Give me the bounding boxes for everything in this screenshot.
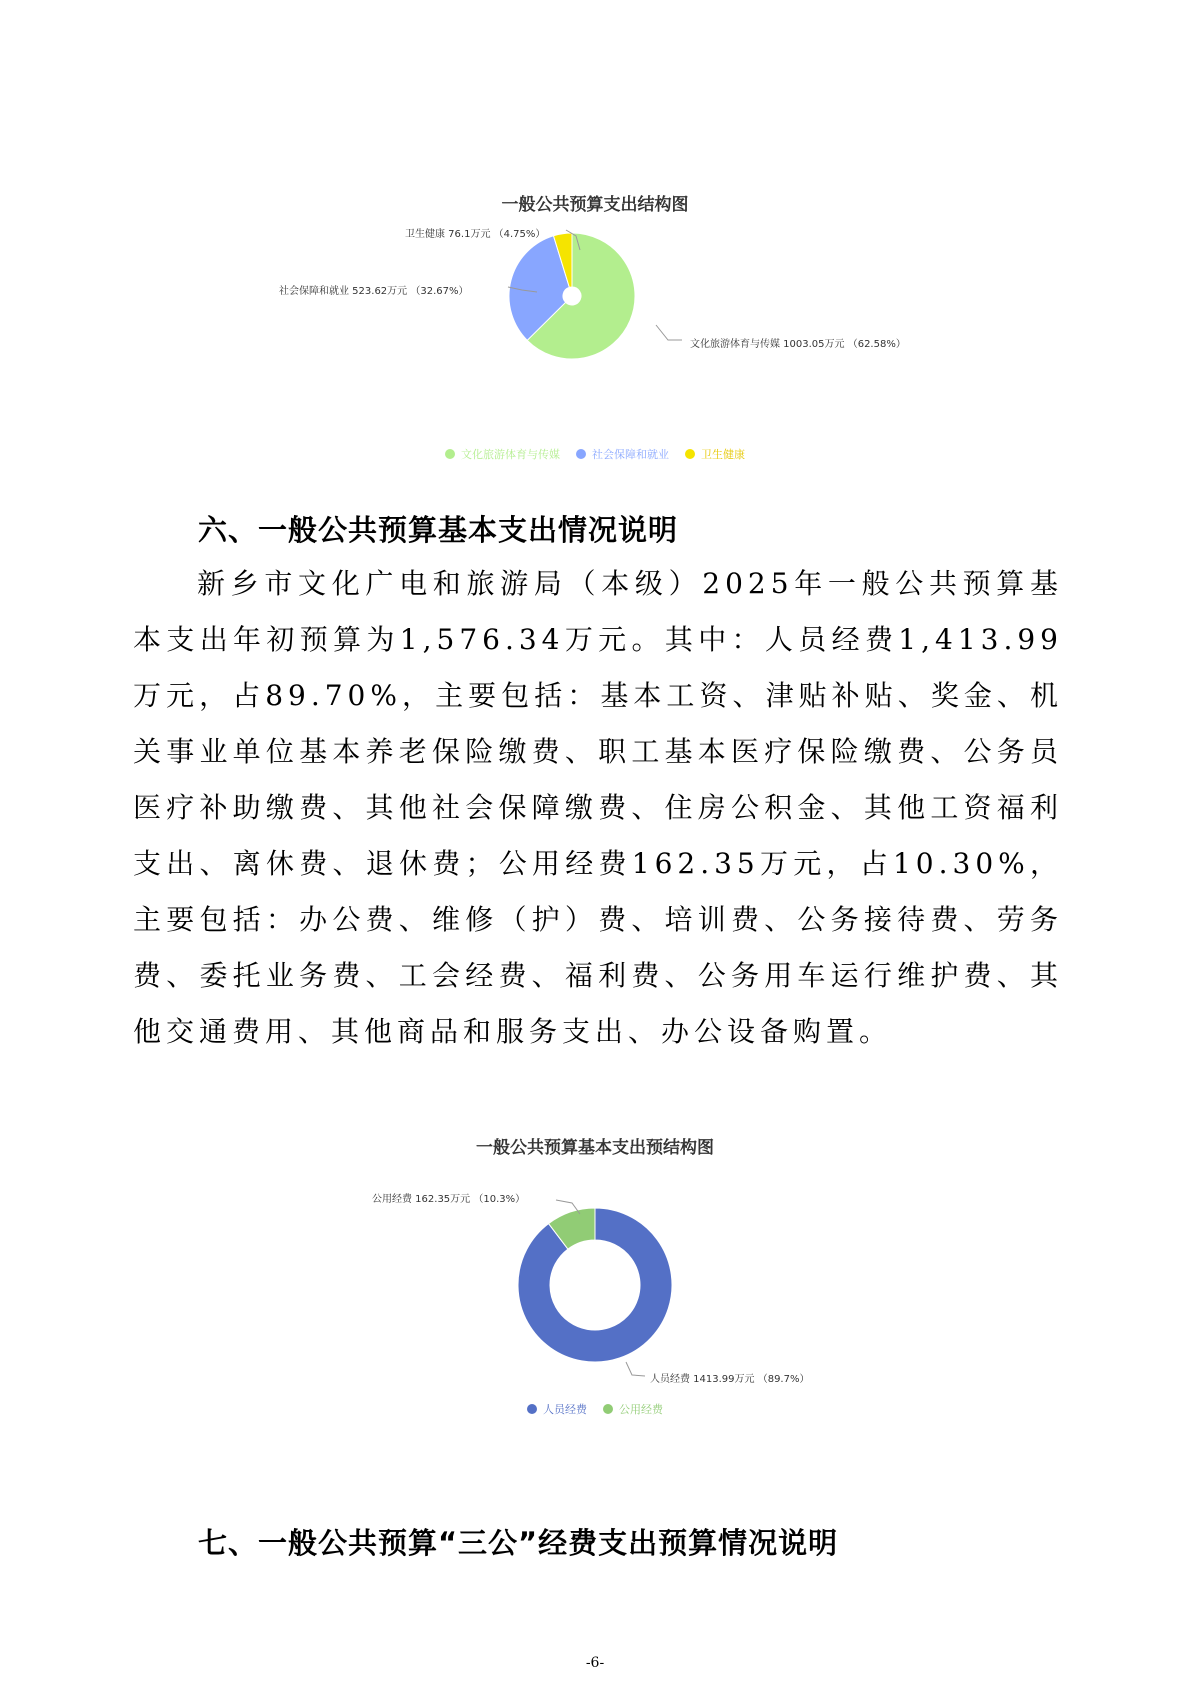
leader-line-culture [656, 325, 682, 340]
chart1-label-health: 卫生健康 76.1万元 （4.75%） [405, 229, 546, 240]
chart1-legend [0, 446, 1190, 462]
chart2-donut [0, 1100, 1190, 1430]
legend-dot-icon [527, 1404, 537, 1414]
legend-item-culture[interactable]: 文化旅游体育与传媒 [445, 446, 560, 462]
chart1-label-social: 社会保障和就业 523.62万元 （32.67%） [279, 286, 469, 297]
chart2-legend [0, 1401, 1190, 1417]
legend-dot-icon [445, 449, 455, 459]
chart1-pie [0, 0, 1190, 470]
legend-item-social[interactable]: 社会保障和就业 [576, 446, 669, 462]
legend-item-public[interactable]: 公用经费 [603, 1401, 663, 1417]
page-number: -6- [585, 1655, 605, 1671]
chart2-title: 一般公共预算基本支出预结构图 [476, 1138, 714, 1158]
legend-dot-icon [685, 449, 695, 459]
section-six-body: 新乡市文化广电和旅游局（本级）2025年一般公共预算基本支出年初预算为1,576.34万元。其中：人员经费1,413.99万元，占89.70%，主要包括：基本工资、津贴补贴、奖金、机关事业单位基本养老保险缴费、职工基本医疗保险缴费、公务员医疗补助缴费、其他社会保障缴费、住房公积金、其他工资福利支出、离休费、退休费；公用经费162.35万元，占10.30%，主要包括：办公费、维修（护）费、培训费、公务接待费、劳务费、委托业务费、工会经费、福利费、公务用车运行维护费、其他交通费用、其他商品和服务支出、办公设备购置。 [133, 567, 1063, 1048]
legend-item-health[interactable]: 卫生健康 [685, 446, 745, 462]
chart2-label-public: 公用经费 162.35万元 （10.3%） [372, 1194, 526, 1205]
legend-item-personnel[interactable]: 人员经费 [527, 1401, 587, 1417]
legend-dot-icon [603, 1404, 613, 1414]
chart1-label-culture: 文化旅游体育与传媒 1003.05万元 （62.58%） [690, 339, 906, 350]
chart1-title: 一般公共预算支出结构图 [501, 195, 689, 215]
legend-dot-icon [576, 449, 586, 459]
leader-line-personnel [626, 1362, 645, 1376]
section-seven-heading: 七、一般公共预算“三公”经费支出预算情况说明 [198, 1526, 839, 1560]
chart2-label-personnel: 人员经费 1413.99万元 （89.7%） [650, 1374, 810, 1385]
section-six-heading: 六、一般公共预算基本支出情况说明 [198, 513, 679, 547]
